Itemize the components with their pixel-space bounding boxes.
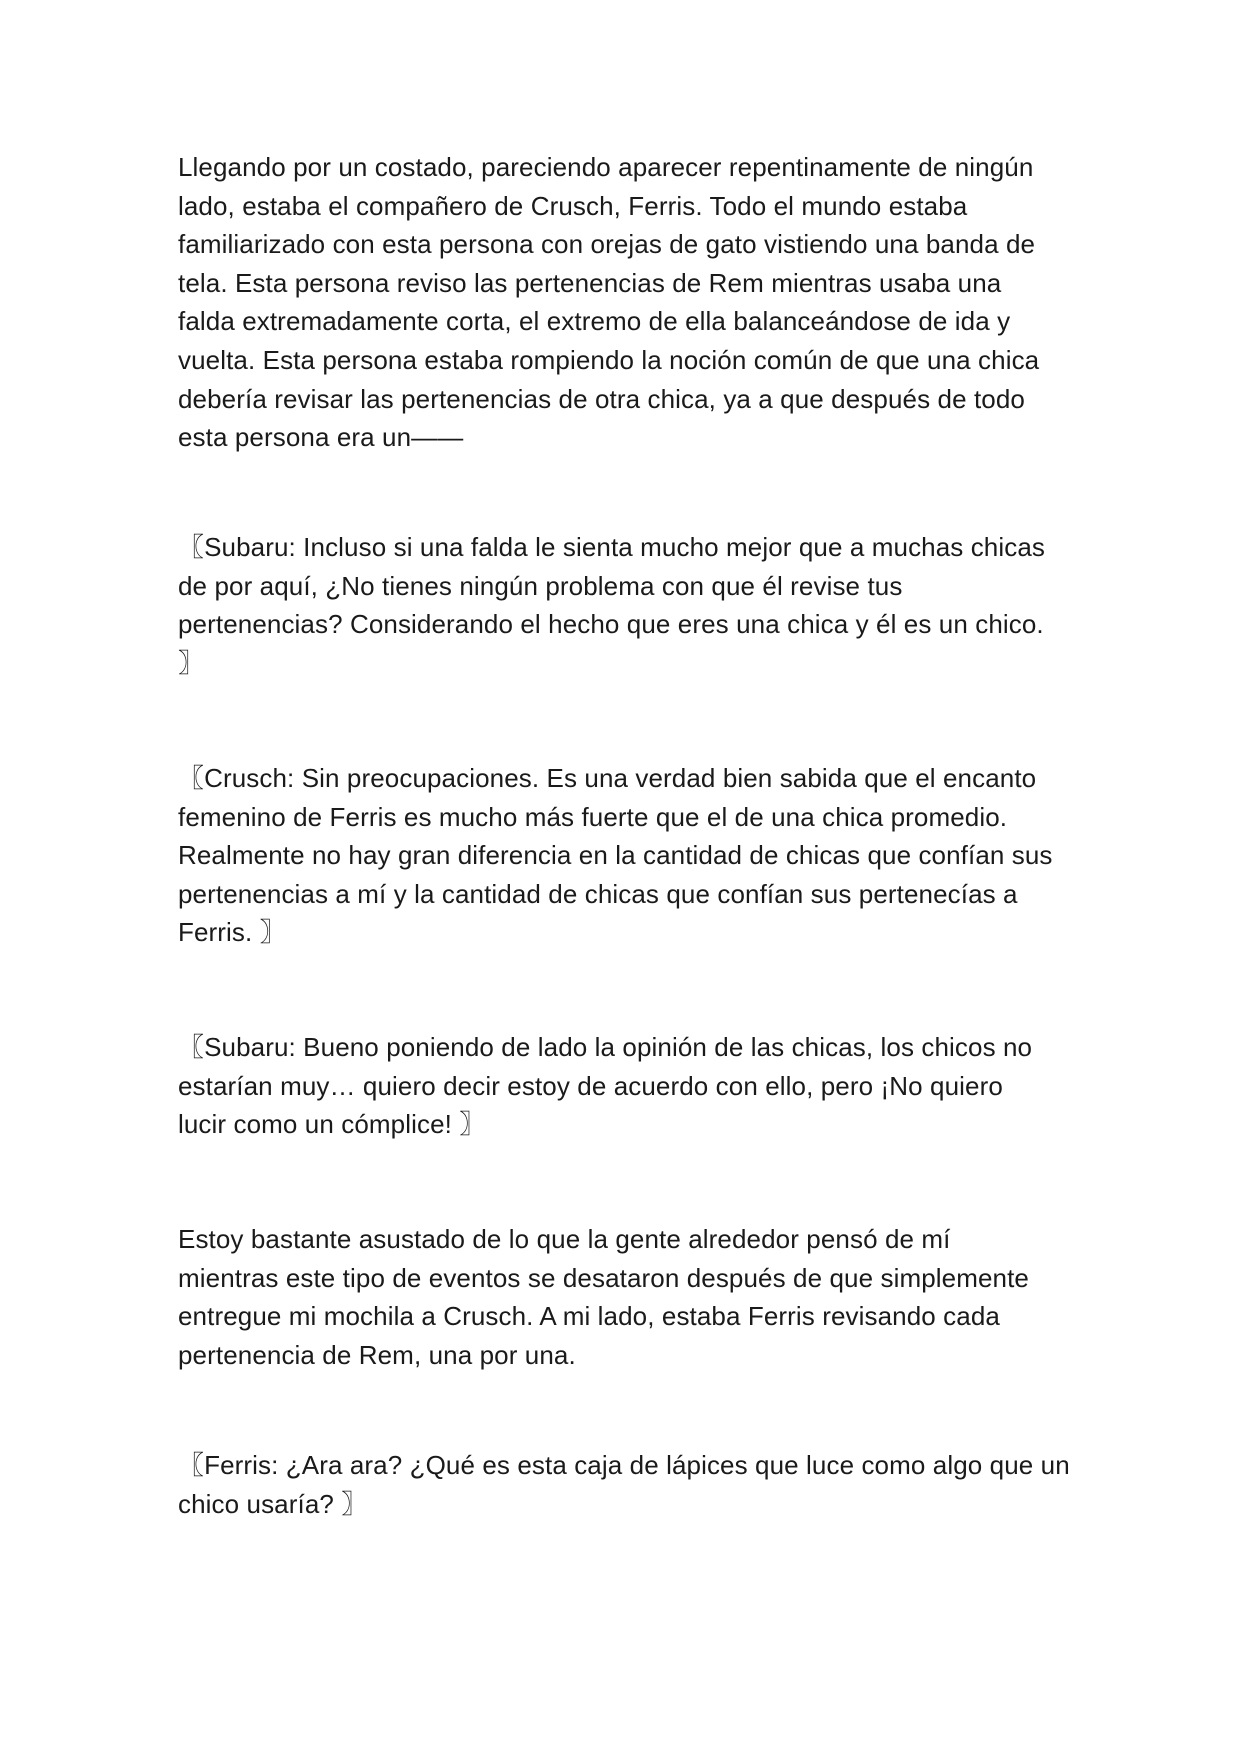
narration-backpack: Estoy bastante asustado de lo que la gente alrededor pensó de mí mientras este tipo de eventos se desataron después de que simplemente entregue mi mochila a Crusch. A mi lado, estaba Ferris revisando cada pertenencia de Rem, una por una.: [178, 1224, 1029, 1370]
dialogue-subaru-accomplice: 〖Subaru: Bueno poniendo de lado la opinión de las chicas, los chicos no estarían muy… quiero decir estoy de acuerdo con ello, pero ¡No quiero lucir como un cómplice! 〗: [178, 1032, 1033, 1140]
dialogue-crusch: 〖Crusch: Sin preocupaciones. Es una verdad bien sabida que el encanto femenino de Ferris es mucho más fuerte que el de una chica promedio. Realmente no hay gran diferencia en la cantidad de chicas que confían sus pertenencias a mí y la cantidad de chicas que confían sus pertenecías a Ferris. 〗: [178, 763, 1053, 948]
dialogue-subaru-skirt: 〖Subaru: Incluso si una falda le sienta mucho mejor que a muchas chicas de por aquí, ¿No tienes ningún problema con que él revise tus pertenencias? Considerando el hecho que eres una chica y él es un chico. 〗: [178, 532, 1046, 678]
narration-paragraph: Llegando por un costado, pareciendo aparecer repentinamente de ningún lado, estaba el compañero de Crusch, Ferris. Todo el mundo estaba familiarizado con esta persona con orejas de gato vistiendo una banda de tela. Esta persona reviso las pertenencias de Rem mientras usaba una falda extremadamente corta, el extremo de ella balanceándose de ida y vuelta. Esta persona estaba rompiendo la noción común de que una chica debería revisar las pertenencias de otra chica, ya a que después de todo esta persona era un——: [178, 152, 1040, 453]
dialogue-ferris: 〖Ferris: ¿Ara ara? ¿Qué es esta caja de lápices que luce como algo que un chico usaría? 〗: [178, 1450, 1070, 1519]
